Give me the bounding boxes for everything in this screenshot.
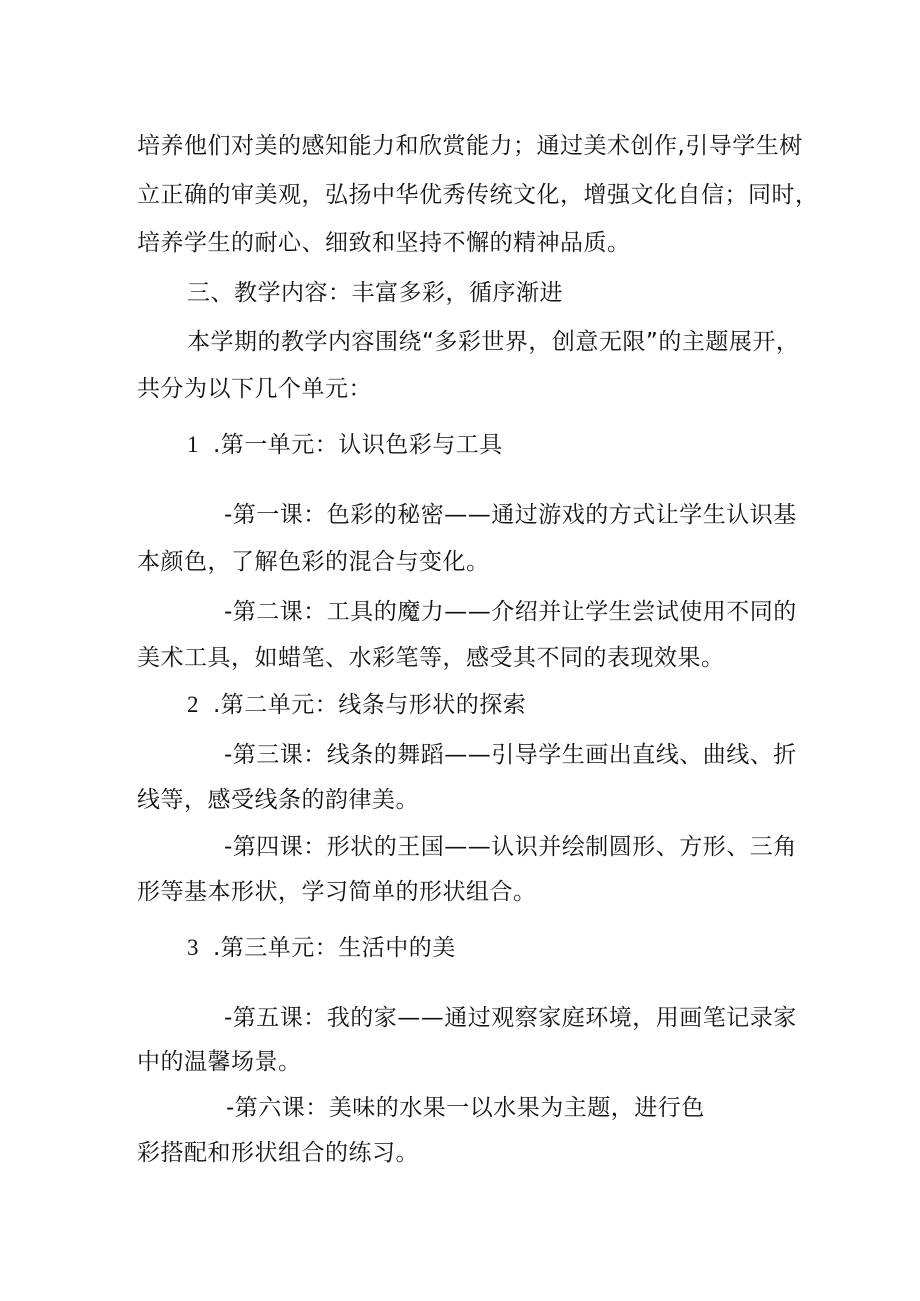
- paragraph-line: 立正确的审美观，弘扬中华优秀传统文化，增强文化自信；同时，: [137, 182, 819, 208]
- lesson-line: -第一课：色彩的秘密——通过游戏的方式让学生认识基: [224, 502, 797, 528]
- paragraph-line: 培养学生的耐心、细致和坚持不懈的精神品质。: [137, 230, 631, 256]
- lesson-line: 美术工具，如蜡笔、水彩笔等，感受其不同的表现效果。: [137, 645, 725, 671]
- paragraph-line: 培养他们对美的感知能力和欣赏能力；通过美术创作,引导学生树: [137, 133, 803, 159]
- unit-number: 3: [187, 935, 199, 960]
- lesson-line: 线等，感受线条的韵律美。: [137, 787, 419, 813]
- lesson-line: -第三课：线条的舞蹈——引导学生画出直线、曲线、折: [224, 742, 797, 768]
- unit-number: 1: [187, 432, 199, 457]
- lesson-line: -第二课：工具的魔力——介绍并让学生尝试使用不同的: [224, 599, 797, 625]
- paragraph-line: 本学期的教学内容围绕“多彩世界，创意无限”的主题展开，: [187, 329, 800, 355]
- unit-title: .第一单元：认识色彩与工具: [213, 432, 503, 458]
- lesson-line: -第五课：我的家——通过观察家庭环境，用画笔记录家: [224, 1005, 797, 1031]
- lesson-line: 本颜色，了解色彩的混合与变化。: [137, 549, 490, 575]
- paragraph-line: 共分为以下几个单元：: [137, 376, 372, 402]
- unit-heading: [187, 690, 526, 720]
- lesson-line: 彩搭配和形状组合的练习。: [137, 1140, 419, 1166]
- section-heading: 三、教学内容：丰富多彩，循序渐进: [187, 280, 563, 306]
- lesson-line: 中的温馨场景。: [137, 1049, 302, 1075]
- unit-heading: [187, 933, 456, 963]
- unit-title: .第三单元：生活中的美: [213, 935, 456, 961]
- unit-number: 2: [187, 692, 199, 717]
- lesson-line: -第六课：美味的水果一以水果为主题，进行色: [226, 1095, 705, 1121]
- unit-heading: [187, 430, 503, 460]
- lesson-line: -第四课：形状的王国——认识并绘制圆形、方形、三角: [224, 834, 797, 860]
- unit-title: .第二单元：线条与形状的探索: [213, 692, 527, 718]
- lesson-line: 形等基本形状，学习简单的形状组合。: [137, 879, 537, 905]
